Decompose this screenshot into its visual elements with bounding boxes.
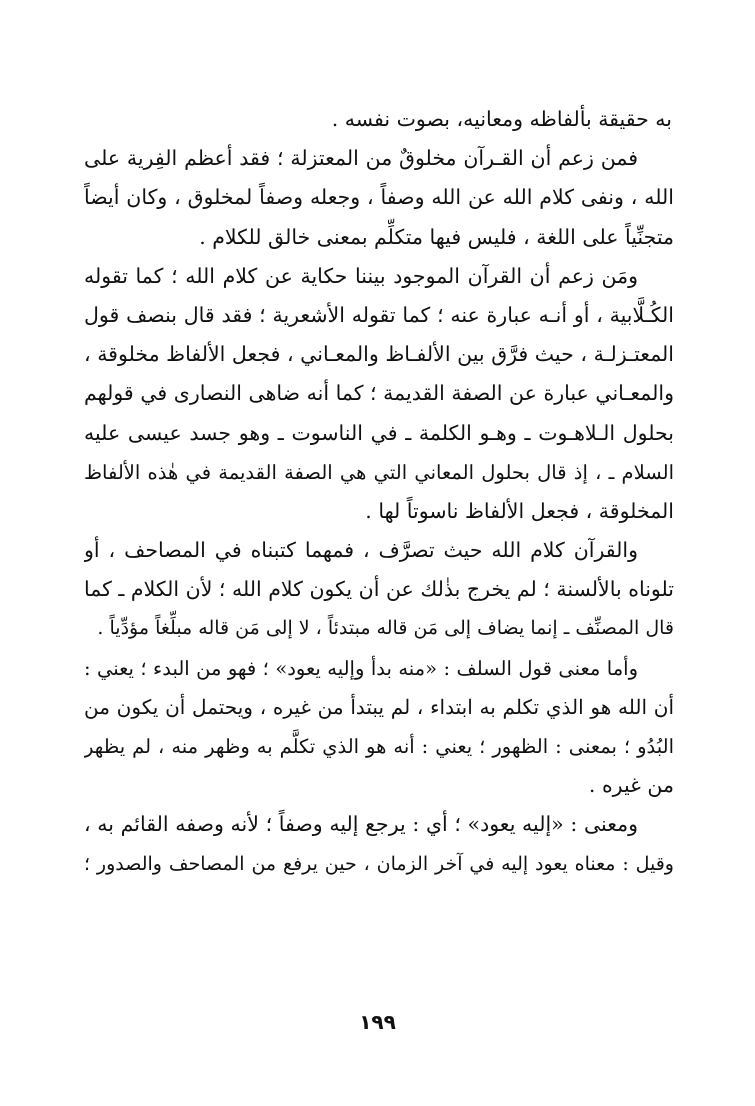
text-line: المخلوقة ، فجعل الألفاظ ناسوتاً لها . — [365, 498, 674, 523]
text-line: السلام ـ ، إذ قال بحلول المعاني التي هي الصفة القديمة في هٰذه الألفاظ — [84, 460, 674, 484]
text-line: وقيل : معناه يعود إليه في آخر الزمان ، حين يرفع من المصاحف والصدور ؛ — [84, 852, 674, 875]
paragraph-first-line: ومَن زعم أن القرآن الموجود بيننا حكاية عن كلام الله ؛ كما تقوله — [84, 263, 638, 288]
text-line: أن الله هو الذي تكلم به ابتداء ، لم يبتدأ من غيره ، ويحتمل أن يكون من — [84, 694, 674, 719]
text-line: من غيره . — [588, 773, 674, 798]
text-line: متجنِّياً على اللغة ، فليس فيها متكلِّم بمعنى خالق للكلام . — [199, 224, 674, 249]
text-line: بحلول الـلاهـوت ـ وهـو الكلمة ـ في الناسوت ـ وهو جسد عيسى عليه — [84, 420, 674, 445]
paragraph-first-line: وأما معنى قول السلف : «منه بدأ وإليه يعود» ؛ فهو من البدء ؛ يعني : — [84, 656, 638, 680]
text-line: الله ، ونفى كلام الله عن الله وصفاً ، وجعله وصفاً لمخلوق ، وكان أيضاً — [84, 185, 674, 210]
paragraph-first-line: فمن زعم أن القـرآن مخلوقٌ من المعتزلة ؛ فقد أعظم الفِرية على — [84, 146, 638, 171]
text-line: المعتـزلـة ، حيث فرَّق بين الألفـاظ والمعـاني ، فجعل الألفاظ مخلوقة ، — [84, 342, 674, 367]
text-line: البُدُو ؛ بمعنى : الظهور ؛ يعني : أنه هو الذي تكلَّم به وظهر منه ، لم يظهر — [84, 735, 674, 758]
text-line: تلوناه بالألسنة ؛ لم يخرج بذٰلك عن أن يكون كلام الله ؛ لأن الكلام ـ كما — [84, 577, 674, 602]
text-line: به حقيقة بألفاظه ومعانيه، بصوت نفسه . — [331, 107, 672, 131]
paragraph-first-line: والقرآن كلام الله حيث تصرَّف ، فمهما كتبناه في المصاحف ، أو — [84, 538, 638, 563]
page-number: ١٩٩ — [359, 1010, 396, 1034]
text-line: الكُـلَّابية ، أو أنـه عبارة عنه ؛ كما تقوله الأشعرية ؛ فقد قال بنصف قول — [84, 302, 674, 327]
paragraph-first-line: ومعنى : «إليه يعود» ؛ أي : يرجع إليه وصفاً ؛ لأنه وصفه القائم به ، — [84, 812, 638, 837]
text-line: والمعـاني عبارة عن الصفة القديمة ؛ كما أنه ضاهى النصارى في قولهم — [84, 381, 674, 406]
page-body-text — [84, 100, 674, 884]
text-line: قال المصنِّف ـ إنما يضاف إلى مَن قاله مبتدئاً ، لا إلى مَن قاله مبلِّغاً مؤدِّياً . — [97, 617, 674, 640]
